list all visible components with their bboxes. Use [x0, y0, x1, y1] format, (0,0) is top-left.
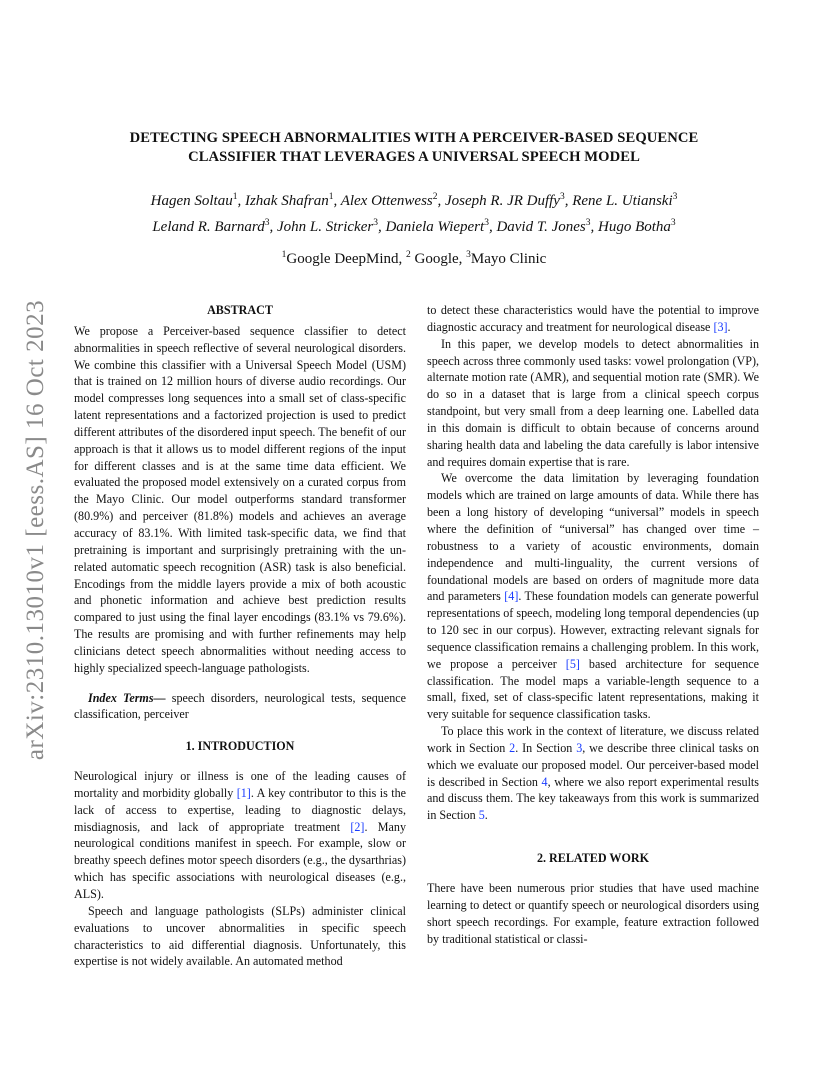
text-run: to detect these characteristics would have the potential to improve diagnostic accuracy and treatment for neurological disease: [427, 303, 759, 334]
author: Izhak Shafran: [244, 193, 329, 209]
arxiv-identifier: [22, 285, 50, 775]
author-separator: ,: [377, 219, 386, 235]
left-column: [74, 302, 406, 970]
intro-paragraph-1: [74, 768, 406, 903]
related-work-heading: 2. RELATED WORK: [536, 851, 650, 866]
citation-link[interactable]: [5]: [565, 656, 580, 671]
author-affil-mark: 3: [559, 192, 565, 202]
intro-paragraph-3: In this paper, we develop models to detect abnormalities in speech across three commonly used tasks: vowel prolongation (VP), alternate motion rate (AMR), and sequential motion rate (SMR). We do so in a dataset that is large from a clinical speech corpus standpoint, but very small from a deep learning one. Labelled data in this domain is difficult to obtain because of concerns around sharing health data and labeling the data carefully is labor intensive and requires domain expertise that is rare.: [427, 336, 759, 469]
author-line-2: [60, 212, 768, 238]
author: Hugo Botha: [597, 219, 671, 235]
author-separator: ,: [590, 219, 598, 235]
author-affil-mark: 2: [432, 192, 438, 202]
author-affil-mark: 3: [373, 218, 378, 228]
index-terms: [74, 690, 406, 724]
title-line-1: DETECTING SPEECH ABNORMALITIES WITH A PERCEIVER-BASED SEQUENCE: [129, 130, 699, 146]
text-run: . These foundation models can generate powerful representations of speech, modeling long temporal dependencies (up to 120 sec in our corpus). However, extracting relevant signals for sequence classification remains a challenging problem. In this work, we propose a perceiver: [427, 589, 759, 671]
author: David T. Jones: [496, 219, 586, 235]
text-run: We overcome the data limitation by leveraging foundation models which are trained on large amounts of data. While there has been a long history of developing “universal” models in speech where the definition of “universal” has changed over time – robustness to a variety of acoustic environments, domain independence and multi-linguality, the current versions of foundational models are based on orders of magnitude more data and parameters: [427, 471, 759, 604]
author-affil-mark: 3: [484, 218, 489, 228]
section-link[interactable]: 5: [478, 808, 485, 823]
text-run: .: [727, 319, 731, 334]
author-affil-mark: 3: [670, 218, 676, 228]
author-affil-mark: 3: [672, 192, 678, 202]
text-run: To place this work in the context of literature, we discuss related work in Section: [427, 724, 759, 755]
author: Joseph R. JR Duffy: [445, 193, 560, 209]
author: Alex Ottenwess: [340, 193, 433, 209]
author: John L. Stricker: [276, 219, 374, 235]
right-column: [427, 302, 759, 947]
intro-paragraph-2: Speech and language pathologists (SLPs) administer clinical evaluations to uncover abnormalities in specific speech characteristics to aid differential diagnosis. Unfortunately, this expertise is not widely available. An automated method: [74, 903, 406, 969]
section-link[interactable]: 2: [509, 740, 516, 755]
index-terms-text: speech disorders, neurological tests, sequence classification, perceiver: [74, 690, 406, 722]
author-separator: ,: [564, 193, 573, 209]
citation-link[interactable]: [2]: [350, 819, 365, 834]
text-run: . Many neurological conditions manifest in speech. For example, slow or breathy speech defines motor speech disorders (e.g., the dysarthrias) which has specific associations with neurological diseases (e.g., ALS).: [74, 819, 407, 901]
paper-title: [60, 129, 768, 167]
affiliation: Google,: [410, 251, 467, 267]
citation-link[interactable]: [3]: [713, 319, 728, 334]
affil-mark: 1: [281, 250, 287, 260]
author-affil-mark: 3: [585, 218, 591, 228]
intro-paragraph-2-cont: [427, 302, 759, 336]
arxiv-identifier-text: arXiv:2310.13010v1 [eess.AS] 16 Oct 2023: [22, 299, 50, 761]
section-link[interactable]: 4: [541, 774, 548, 789]
author: Leland R. Barnard: [152, 219, 265, 235]
author-separator: ,: [488, 219, 497, 235]
affil-mark: 3: [466, 250, 471, 260]
text-run: based architecture for sequence classification. The model maps a variable-length sequence to a small, fixed, set of class-specific latent representations, making it very suitable for sequence classification tasks.: [427, 656, 759, 722]
index-terms-label: Index Terms—: [88, 690, 166, 705]
related-work-paragraph-1: There have been numerous prior studies that have used machine learning to detect or quantify speech or neurological disorders using short speech recordings. For example, feature extraction followed by traditional statistical or classi-: [427, 881, 759, 946]
affiliation: Google DeepMind,: [286, 251, 406, 267]
author-separator: ,: [269, 219, 277, 235]
author: Rene L. Utianski: [572, 193, 673, 209]
text-run: . In Section: [515, 740, 577, 755]
author-affil-mark: 3: [264, 218, 270, 228]
author-affil-mark: 1: [232, 192, 238, 202]
author-affil-mark: 1: [328, 192, 334, 202]
affiliations: [60, 244, 768, 270]
affiliation: Mayo Clinic: [470, 251, 547, 267]
text-run: , where we also report experimental results and discuss them. The key takeaways from this work is summarized in Section: [427, 774, 759, 823]
abstract-text: We propose a Perceiver-based sequence classifier to detect abnormalities in speech reflective of several neurological disorders. We combine this classifier with a Universal Speech Model (USM) that is trained on 12 million hours of diverse audio recordings. Our model compresses long sequences into a small set of class-specific latent representations and a factorized projection is used to predict different attributes of the disordered input speech. The benefit of our approach is that it allows us to model different regions of the input for different classes and is at the same time data efficient. We evaluated the proposed model extensively on a curated corpus from the Mayo Clinic. Our model outperforms standard transformer (80.9%) and perceiver (81.8%) models and achieves an average accuracy of 83.1%. With limited task-specific data, we find that pretraining is important and surprisingly pretraining with the un-related automatic speech recognition (ASR) task is also beneficial. Encodings from the middle layers provide a mix of both acoustic and phonetic information and achieve best prediction results compared to just using the final layer encodings (83.1% vs 79.6%). The results are promising and with further refinements may help clinicians detect speech abnormalities without needing access to highly specialized speech-language pathologists.: [74, 323, 406, 675]
citation-link[interactable]: [1]: [236, 785, 251, 800]
intro-paragraph-5: [427, 723, 759, 824]
author-list: [60, 186, 768, 238]
author-separator: ,: [237, 193, 245, 209]
author-line-1: [60, 186, 768, 212]
author-separator: ,: [333, 193, 341, 209]
citation-link[interactable]: [4]: [504, 589, 519, 604]
text-run: , we describe three clinical tasks on which we evaluate our proposed model. Our perceiver-based model is described in Section: [427, 740, 759, 789]
text-run: . A key contributor to this is the lack of access to expertise, leading to diagnostic delays, misdiagnosis, and lack of appropriate treatment: [74, 785, 406, 834]
title-line-2: CLASSIFIER THAT LEVERAGES A UNIVERSAL SPEECH MODEL: [188, 149, 640, 165]
text-run: Neurological injury or illness is one of the leading causes of mortality and morbidity globally: [74, 769, 406, 800]
affil-mark: 2: [405, 250, 411, 260]
author: Daniela Wiepert: [385, 219, 485, 235]
text-run: .: [484, 808, 488, 823]
intro-paragraph-4: [427, 470, 759, 723]
author-separator: ,: [437, 193, 445, 209]
intro-heading: 1. INTRODUCTION: [185, 739, 295, 754]
section-link[interactable]: 3: [576, 740, 583, 755]
author: Hagen Soltau: [150, 193, 233, 209]
abstract-heading: ABSTRACT: [207, 303, 273, 317]
